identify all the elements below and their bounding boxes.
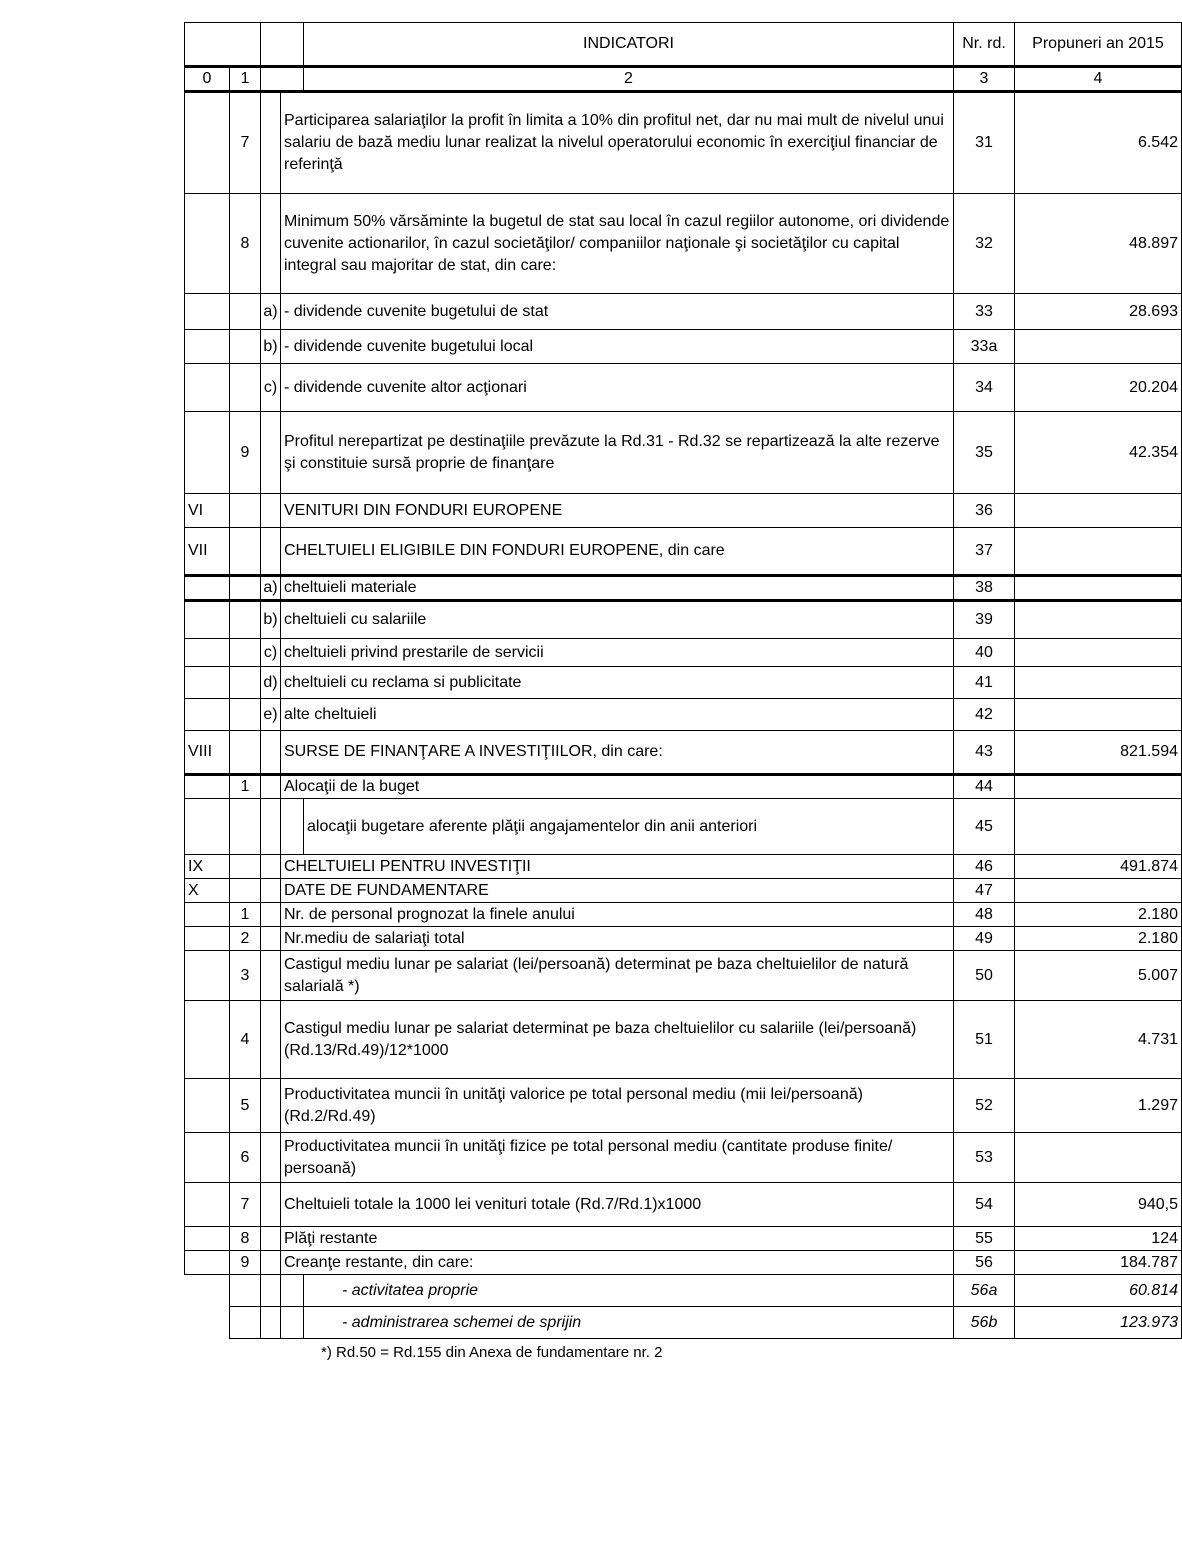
row-number-cell: 4 [230,1001,261,1079]
row-number-cell: 8 [230,1227,261,1251]
row-section-cell [185,903,230,927]
table-row [185,1079,1182,1133]
row-section-cell [185,1307,230,1339]
row-indicator-text: Nr.mediu de salariaţi total [281,927,954,951]
row-nr-rd: 56a [954,1275,1015,1307]
row-number-cell [230,494,261,528]
table-row [185,601,1182,639]
header-nr-rd: Nr. rd. [954,23,1015,67]
table-row [185,1133,1182,1183]
row-subletter-cell: c) [261,364,281,412]
table-row [185,927,1182,951]
table-row [185,775,1182,799]
row-value [1015,1133,1182,1183]
row-number-cell [230,855,261,879]
header-row [185,23,1182,67]
table-row [185,294,1182,330]
row-value [1015,639,1182,667]
row-number-cell [230,364,261,412]
row-section-cell [185,951,230,1001]
row-indicator-text: CHELTUIELI ELIGIBILE DIN FONDURI EUROPENE, din care [281,528,954,576]
colnum-spacer [261,67,304,92]
row-number-cell: 3 [230,951,261,1001]
row-subletter-cell [261,194,281,294]
row-value [1015,330,1182,364]
table-row [185,951,1182,1001]
row-nr-rd: 36 [954,494,1015,528]
row-subletter-cell [261,528,281,576]
row-number-cell [230,639,261,667]
row-number-cell: 9 [230,1251,261,1275]
row-indent-cell [281,1275,304,1307]
row-number-cell: 8 [230,194,261,294]
header-spacer-cell [261,23,304,67]
row-subletter-cell [261,1079,281,1133]
row-section-cell [185,699,230,731]
row-nr-rd: 42 [954,699,1015,731]
row-value: 28.693 [1015,294,1182,330]
row-section-cell [185,927,230,951]
row-number-cell: 7 [230,92,261,194]
row-subletter-cell [261,855,281,879]
row-nr-rd: 45 [954,799,1015,855]
table-row [185,528,1182,576]
row-nr-rd: 31 [954,92,1015,194]
row-value: 2.180 [1015,927,1182,951]
row-subletter-cell [261,92,281,194]
row-indicator-text: Cheltuieli totale la 1000 lei venituri totale (Rd.7/Rd.1)x1000 [281,1183,954,1227]
row-indicator-text: Minimum 50% vărsăminte la bugetul de stat sau local în cazul regiilor autonome, ori dividende cuvenite actionarilor, în cazul societăţilor/ companiilor naţionale şi societăţilor cu capital integral sau majoritar de stat, din care: [281,194,954,294]
row-nr-rd: 46 [954,855,1015,879]
row-nr-rd: 38 [954,576,1015,601]
table-row [185,799,1182,855]
row-value: 48.897 [1015,194,1182,294]
row-subletter-cell [261,799,281,855]
row-value [1015,699,1182,731]
row-nr-rd: 51 [954,1001,1015,1079]
row-indicator-text: Castigul mediu lunar pe salariat determinat pe baza cheltuielilor cu salariile (lei/persoană) (Rd.13/Rd.49)/12*1000 [281,1001,954,1079]
row-number-cell [230,576,261,601]
row-nr-rd: 33a [954,330,1015,364]
indicators-table [184,22,1182,1339]
row-subletter-cell [261,1001,281,1079]
header-blank-cell [185,23,261,67]
row-number-cell: 6 [230,1133,261,1183]
row-nr-rd: 47 [954,879,1015,903]
row-nr-rd: 32 [954,194,1015,294]
row-indicator-text: Productivitatea muncii în unităţi fizice pe total personal mediu (cantitate produse finite/ persoană) [281,1133,954,1183]
row-indicator-text: Participarea salariaţilor la profit în limita a 10% din profitul net, dar nu mai mult de nivelul unui salariu de bază mediu lunar realizat la nivelul operatorului economic în exerciţiul financiar de referinţă [281,92,954,194]
row-section-cell [185,1183,230,1227]
row-number-cell: 9 [230,412,261,494]
table-row [185,667,1182,699]
row-section-cell [185,1001,230,1079]
row-indicator-text: cheltuieli privind prestarile de servicii [281,639,954,667]
row-section-cell [185,194,230,294]
row-value: 42.354 [1015,412,1182,494]
row-subletter-cell: c) [261,639,281,667]
row-number-cell: 1 [230,775,261,799]
row-number-cell [230,799,261,855]
table-row [185,92,1182,194]
row-indicator-text: - administrarea schemei de sprijin [304,1307,954,1339]
row-section-cell: VIII [185,731,230,775]
colnum-4: 4 [1015,67,1182,92]
row-nr-rd: 39 [954,601,1015,639]
row-nr-rd: 54 [954,1183,1015,1227]
row-value: 60.814 [1015,1275,1182,1307]
row-section-cell [185,576,230,601]
row-section-cell [185,92,230,194]
row-section-cell [185,1251,230,1275]
row-subletter-cell: d) [261,667,281,699]
row-subletter-cell [261,412,281,494]
colnum-2: 2 [304,67,954,92]
table-row [185,731,1182,775]
row-indicator-text: cheltuieli cu reclama si publicitate [281,667,954,699]
row-nr-rd: 53 [954,1133,1015,1183]
row-number-cell [230,699,261,731]
row-value: 821.594 [1015,731,1182,775]
row-value: 123.973 [1015,1307,1182,1339]
row-subletter-cell [261,951,281,1001]
row-subletter-cell [261,775,281,799]
row-number-cell [230,879,261,903]
row-section-cell [185,1227,230,1251]
row-number-cell [230,667,261,699]
row-section-cell [185,775,230,799]
row-section-cell [185,667,230,699]
row-section-cell [185,364,230,412]
colnum-3: 3 [954,67,1015,92]
table-row [185,903,1182,927]
row-value [1015,879,1182,903]
row-nr-rd: 50 [954,951,1015,1001]
row-section-cell [185,294,230,330]
table-row [185,855,1182,879]
row-indicator-text: alte cheltuieli [281,699,954,731]
row-subletter-cell [261,494,281,528]
row-indicator-text: - activitatea proprie [304,1275,954,1307]
row-subletter-cell [261,1227,281,1251]
row-subletter-cell [261,879,281,903]
row-value: 124 [1015,1227,1182,1251]
colnum-1: 1 [230,67,261,92]
row-nr-rd: 48 [954,903,1015,927]
row-section-cell: X [185,879,230,903]
row-value: 491.874 [1015,855,1182,879]
row-value: 940,5 [1015,1183,1182,1227]
row-nr-rd: 43 [954,731,1015,775]
row-value [1015,667,1182,699]
row-number-cell [230,528,261,576]
row-indicator-text: CHELTUIELI PENTRU INVESTIŢII [281,855,954,879]
table-row [185,576,1182,601]
row-number-cell [230,731,261,775]
row-value [1015,528,1182,576]
row-nr-rd: 40 [954,639,1015,667]
row-indicator-text: - dividende cuvenite bugetului local [281,330,954,364]
table-row [185,330,1182,364]
row-value: 20.204 [1015,364,1182,412]
row-section-cell [185,639,230,667]
table-row [185,1001,1182,1079]
row-number-cell: 1 [230,903,261,927]
row-number-cell: 7 [230,1183,261,1227]
row-indicator-text: VENITURI DIN FONDURI EUROPENE [281,494,954,528]
row-value [1015,799,1182,855]
table-row [185,699,1182,731]
row-nr-rd: 34 [954,364,1015,412]
row-nr-rd: 55 [954,1227,1015,1251]
row-number-cell: 5 [230,1079,261,1133]
row-indicator-text: DATE DE FUNDAMENTARE [281,879,954,903]
row-subletter-cell [261,1183,281,1227]
row-subletter-cell [261,927,281,951]
table-row [185,412,1182,494]
row-indicator-text: - dividende cuvenite altor acţionari [281,364,954,412]
table-row [185,639,1182,667]
table-row [185,1307,1182,1339]
row-nr-rd: 41 [954,667,1015,699]
table-row [185,1227,1182,1251]
row-number-cell [230,294,261,330]
table-row [185,364,1182,412]
row-nr-rd: 56 [954,1251,1015,1275]
row-section-cell: IX [185,855,230,879]
table-row [185,1275,1182,1307]
row-nr-rd: 44 [954,775,1015,799]
row-indent-cell [281,799,304,855]
row-indicator-text: cheltuieli materiale [281,576,954,601]
row-indicator-text: Nr. de personal prognozat la finele anului [281,903,954,927]
row-number-cell [230,601,261,639]
row-subletter-cell: b) [261,330,281,364]
table-row [185,1183,1182,1227]
row-indicator-text: Profitul nerepartizat pe destinaţiile prevăzute la Rd.31 - Rd.32 se repartizează la alte rezerve şi constituie sursă proprie de finanţare [281,412,954,494]
row-subletter-cell [261,1251,281,1275]
row-nr-rd: 35 [954,412,1015,494]
row-value [1015,601,1182,639]
row-value: 6.542 [1015,92,1182,194]
row-value [1015,576,1182,601]
row-value: 4.731 [1015,1001,1182,1079]
row-value: 2.180 [1015,903,1182,927]
row-subletter-cell [261,903,281,927]
row-nr-rd: 49 [954,927,1015,951]
row-section-cell [185,1133,230,1183]
row-indicator-text: cheltuieli cu salariile [281,601,954,639]
table-row [185,1251,1182,1275]
row-indicator-text: Productivitatea muncii în unităţi valorice pe total personal mediu (mii lei/persoană) (Rd.2/Rd.49) [281,1079,954,1133]
table-row [185,194,1182,294]
footnote: *) Rd.50 = Rd.155 din Anexa de fundamentare nr. 2 [321,1344,663,1361]
row-nr-rd: 56b [954,1307,1015,1339]
row-subletter-cell [261,731,281,775]
row-section-cell [185,1275,230,1307]
header-indicatori: INDICATORI [304,23,954,67]
colnum-0: 0 [185,67,230,92]
row-subletter-cell [261,1133,281,1183]
row-number-cell [230,1307,261,1339]
header-propuneri: Propuneri an 2015 [1015,23,1182,67]
row-subletter-cell: e) [261,699,281,731]
row-nr-rd: 37 [954,528,1015,576]
row-section-cell [185,1079,230,1133]
row-subletter-cell: a) [261,576,281,601]
column-number-row [185,67,1182,92]
row-number-cell: 2 [230,927,261,951]
row-value [1015,775,1182,799]
row-number-cell [230,1275,261,1307]
row-value: 184.787 [1015,1251,1182,1275]
row-indicator-text: SURSE DE FINANŢARE A INVESTIŢIILOR, din care: [281,731,954,775]
row-value: 1.297 [1015,1079,1182,1133]
table-row [185,879,1182,903]
row-section-cell: VI [185,494,230,528]
row-value: 5.007 [1015,951,1182,1001]
row-indicator-text: Creanţe restante, din care: [281,1251,954,1275]
row-section-cell [185,412,230,494]
row-subletter-cell: a) [261,294,281,330]
row-section-cell [185,799,230,855]
row-indicator-text: Plăţi restante [281,1227,954,1251]
table-row [185,494,1182,528]
row-section-cell: VII [185,528,230,576]
row-indicator-text: alocaţii bugetare aferente plăţii angajamentelor din anii anteriori [304,799,954,855]
row-nr-rd: 33 [954,294,1015,330]
row-indicator-text: Alocaţii de la buget [281,775,954,799]
row-subletter-cell: b) [261,601,281,639]
row-section-cell [185,601,230,639]
row-value [1015,494,1182,528]
row-section-cell [185,330,230,364]
row-nr-rd: 52 [954,1079,1015,1133]
row-indicator-text: - dividende cuvenite bugetului de stat [281,294,954,330]
row-number-cell [230,330,261,364]
row-subletter-cell [261,1275,281,1307]
row-subletter-cell [261,1307,281,1339]
row-indent-cell [281,1307,304,1339]
row-indicator-text: Castigul mediu lunar pe salariat (lei/persoană) determinat pe baza cheltuielilor de natură salarială *) [281,951,954,1001]
